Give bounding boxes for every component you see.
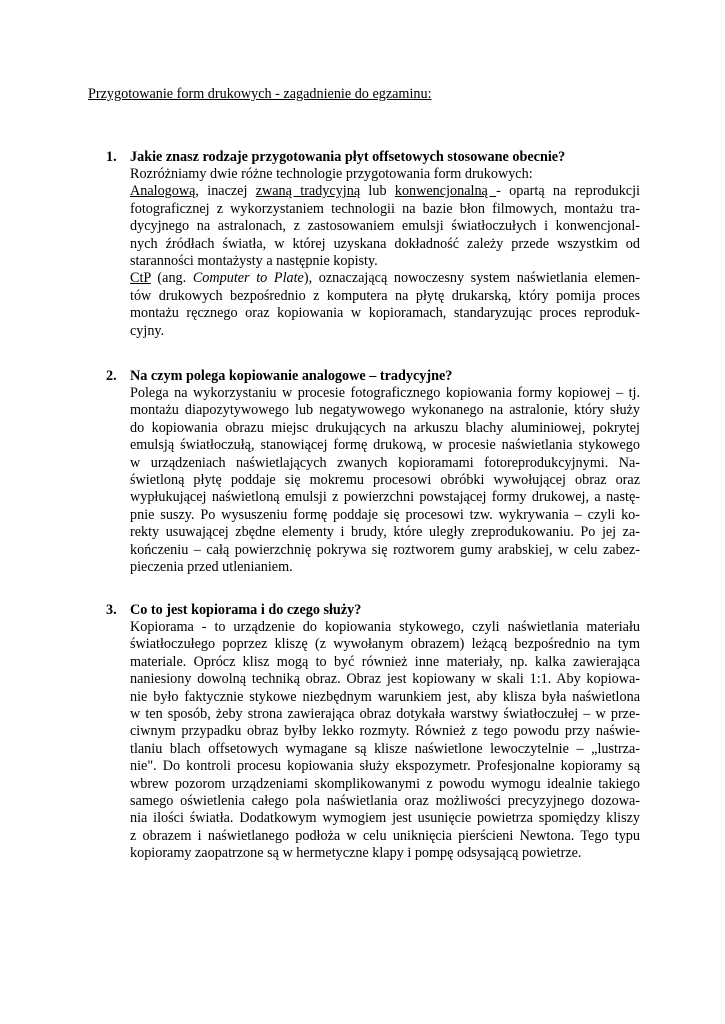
question-1 bbox=[106, 148, 640, 340]
text-line: Polega na wykorzystaniu w procesie fotograficznego kopiowania formy kopiowej – tj. bbox=[130, 385, 640, 401]
text-line: fotograficznej z wykorzystaniem technologii na bazie błon filmowych, montażu tra- bbox=[130, 200, 640, 217]
text-line: Rozróżniamy dwie różne technologie przygotowania form drukowych: bbox=[130, 166, 533, 182]
question-number: 3. bbox=[106, 602, 117, 618]
question-title: Co to jest kopiorama i do czego służy? bbox=[130, 602, 362, 618]
text-line: do kopiowania obrazu miejsc drukujących na arkuszu blachy aluminiowej, pokrytej bbox=[130, 419, 640, 436]
text-line: dycyjnego na astralonach, z zastosowaniem emulsji światłoczułych i konwencjonal- bbox=[130, 218, 640, 235]
question-number: 2. bbox=[106, 368, 117, 384]
text-line bbox=[130, 270, 640, 287]
term-ctp: CtP bbox=[130, 270, 151, 287]
question-2 bbox=[106, 367, 640, 576]
text-line: staranności montażysty a następnie kopisty. bbox=[130, 253, 378, 270]
text-line: tów drukowych bezpośrednio z komputera na płytę drukarską, który pomija proces bbox=[130, 287, 640, 304]
question-3 bbox=[106, 601, 640, 863]
question-title: Jakie znasz rodzaje przygotowania płyt offsetowych stosowane obecnie? bbox=[130, 149, 566, 165]
text-line: Kopiorama - to urządzenie do kopiowania stykowego, czyli naświetlania materiału bbox=[130, 619, 640, 635]
question-body bbox=[130, 148, 640, 340]
text-fragment: ), oznaczającą nowoczesny system naświetlania elemen- bbox=[303, 270, 640, 287]
text-line: montażu ręcznego oraz kopiowania w kopioramach, standaryzując proces reproduk- bbox=[130, 305, 640, 322]
text-line: nych źródłach światła, w której uzyskana dokładność zależy przede wszystkim od bbox=[130, 235, 640, 252]
text-line: nia ilości światła. Dodatkowym wymogiem jest usunięcie powietrza spomiędzy kliszy bbox=[130, 810, 640, 827]
text-line: ciwnym przypadku obraz byłby lekko rozmyty. Również z tego powodu przy naświe- bbox=[130, 723, 640, 740]
question-body bbox=[130, 367, 640, 576]
text-line: kopioramy zaopatrzone są w hermetyczne klapy i pompę odsysającą powietrze. bbox=[130, 845, 582, 862]
text-line: wypłukującej naświetloną emulsji z powierzchni powstającej formy drukowej, a nastę- bbox=[130, 489, 640, 506]
text-line: wbrew pozorom urządzeniami skomplikowanymi z powodu wymogu idealnie takiego bbox=[130, 775, 640, 792]
text-fragment: lub bbox=[360, 183, 395, 200]
text-fragment: , inaczej bbox=[195, 183, 256, 200]
text-line: rekty usuwającej zbędne elementy i brudy, które uległy zreprodukowaniu. Po jej za- bbox=[130, 524, 640, 541]
text-line: nie było faktycznie stykowe niezbędnym warunkiem jest, aby klisza była naświetlona bbox=[130, 688, 640, 705]
text-line: pieczenia przed utlenianiem. bbox=[130, 559, 293, 576]
text-line: nie". Do kontroli procesu kopiowania służy ekspozymetr. Profesjonalne kopioramy są bbox=[130, 758, 640, 775]
text-line bbox=[130, 183, 640, 200]
term-konwencjonalna: konwencjonalną bbox=[394, 183, 497, 200]
term-computer-to-plate: Computer to Plate bbox=[192, 270, 304, 287]
question-body bbox=[130, 601, 640, 863]
text-line: światłoczułego poprzez kliszę (z wywołanym obrazem) leżącą bezpośrednio na tym bbox=[130, 636, 640, 653]
text-line: materiale. Oprócz klisz mogą to być również inne materiały, np. kalka zawierająca bbox=[130, 653, 640, 670]
page-title: Przygotowanie form drukowych - zagadnienie do egzaminu: bbox=[88, 86, 432, 102]
text-line: świetloną płytę poddaje się mokremu procesowi obróbki wywołującej obraz oraz bbox=[130, 472, 640, 489]
term-tradycyjna: zwaną tradycyjną bbox=[255, 183, 361, 200]
text-line: tlaniu blach offsetowych wymagane są klisze naświetlone lewoczytelnie – „lustrza- bbox=[130, 740, 640, 757]
text-line: w ten sposób, żeby strona zawierająca obraz dotykała warstwy światłoczułej – w prze- bbox=[130, 706, 640, 723]
question-number: 1. bbox=[106, 149, 117, 165]
text-line: cyjny. bbox=[130, 322, 165, 339]
text-line: kończeniu – całą powierzchnię pokrywa się roztworem gumy arabskiej, w celu zabez- bbox=[130, 541, 640, 558]
term-analogowa: Analogową bbox=[130, 183, 196, 200]
text-line: w urządzeniach naświetlających zwanych kopioramami fotoreprodukcyjnymi. Na- bbox=[130, 454, 640, 471]
text-fragment: (ang. bbox=[150, 270, 193, 287]
text-fragment: - opartą na reprodukcji bbox=[496, 183, 640, 200]
text-line: emulsją światłoczułą, stanowiącej formę drukową, w procesie naświetlania stykowego bbox=[130, 437, 640, 454]
text-line: samego oświetlenia całego pola naświetlania oraz możliwości precyzyjnego dozowa- bbox=[130, 793, 640, 810]
text-line: z obrazem i naświetlanego podłoża w celu uniknięcia pierścieni Newtona. Tego typu bbox=[130, 827, 640, 844]
text-line: montażu diapozytywowego lub negatywowego wykonanego na astralonie, który służy bbox=[130, 402, 640, 419]
question-title: Na czym polega kopiowanie analogowe – tradycyjne? bbox=[130, 368, 453, 384]
text-line: naniesiony dowolną techniką obraz. Obraz jest kopiowany w skali 1:1. Aby kopiowa- bbox=[130, 671, 640, 688]
text-line: pnie suszy. Po wysuszeniu formę poddaje się procesowi tzw. wykrywania – czyli ko- bbox=[130, 506, 640, 523]
